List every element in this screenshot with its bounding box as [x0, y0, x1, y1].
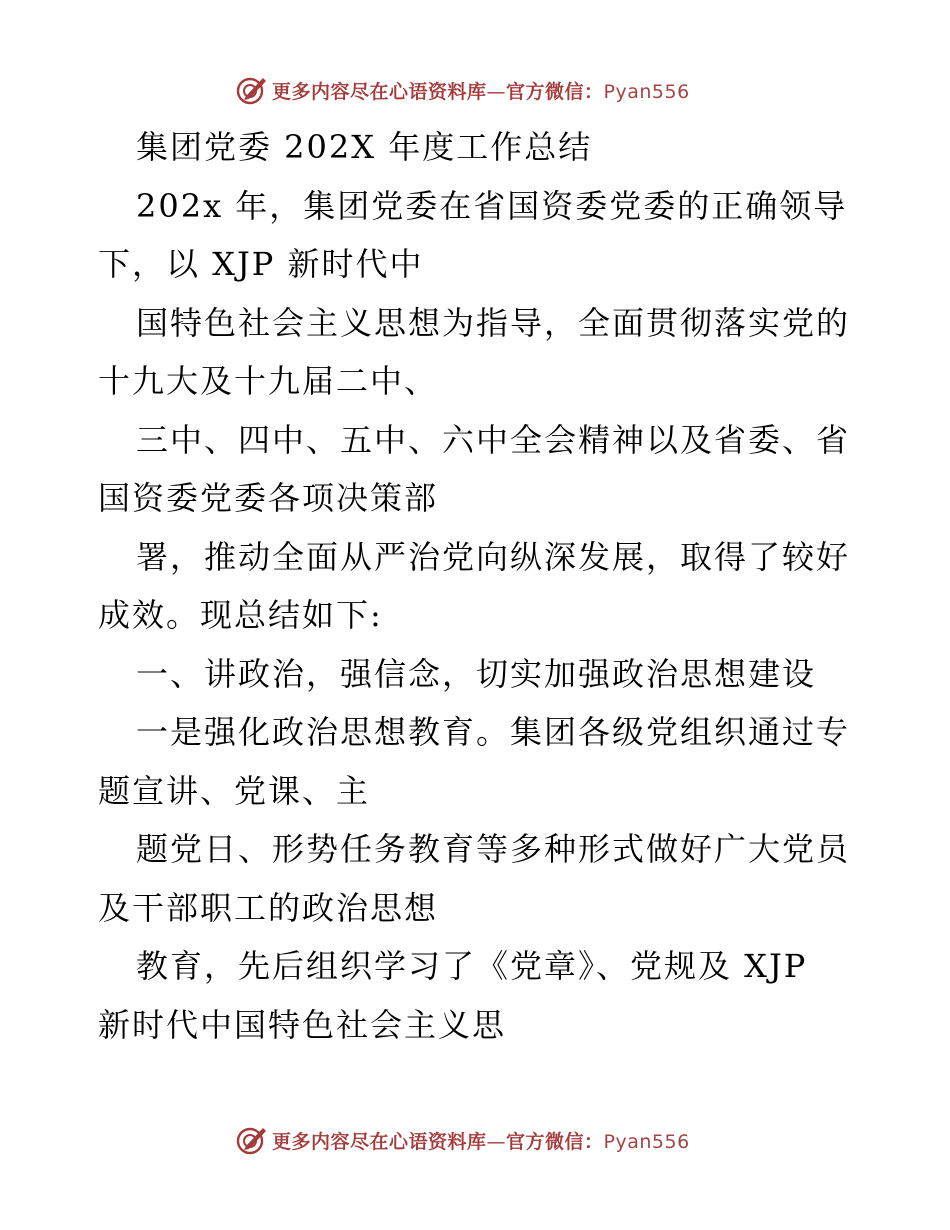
- watermark-main-text: 更多内容尽在心语资料库: [272, 80, 487, 103]
- watermark-main-text: 更多内容尽在心语资料库: [272, 1130, 487, 1153]
- watermark-wechat-id: Pyan556: [603, 80, 690, 103]
- paragraph-line: 国资委党委各项决策部: [98, 479, 439, 517]
- watermark-text: [272, 1127, 690, 1154]
- paragraph-line: 国特色社会主义思想为指导，全面贯彻落实党的: [136, 304, 851, 342]
- paragraph-line: 题宣讲、党课、主: [98, 772, 371, 810]
- paragraph-line: 成效。现总结如下:: [98, 596, 383, 634]
- paragraph-line: 及干部职工的政治思想: [98, 889, 439, 927]
- paragraph-line: 教育，先后组织学习了《党章》、党规及 XJP: [136, 947, 808, 985]
- pen-logo-icon: [236, 1124, 268, 1156]
- section-heading: 一、讲政治，强信念，切实加强政治思想建设: [136, 655, 817, 693]
- paragraph-line: 一是强化政治思想教育。集团各级党组织通过专: [136, 713, 851, 751]
- paragraph-line: 202x 年，集团党委在省国资委党委的正确领导: [136, 187, 848, 225]
- watermark-dash: —: [486, 80, 507, 103]
- paragraph-line: 十九大及十九届二中、: [98, 362, 439, 400]
- watermark-official-label: 官方微信：: [506, 1130, 604, 1153]
- paragraph-line: 三中、四中、五中、六中全会精神以及省委、省: [136, 421, 851, 459]
- watermark-footer: [236, 1123, 716, 1157]
- watermark-dash: —: [486, 1130, 507, 1153]
- paragraph-line: 题党日、形势任务教育等多种形式做好广大党员: [136, 830, 851, 868]
- paragraph-line: 下，以 XJP 新时代中: [98, 245, 424, 283]
- watermark-official-label: 官方微信：: [506, 80, 604, 103]
- document-title: 集团党委 202X 年度工作总结: [136, 128, 593, 166]
- paragraph-line: 新时代中国特色社会主义思: [98, 1006, 507, 1044]
- watermark-wechat-id: Pyan556: [603, 1130, 690, 1153]
- paragraph-line: 署，推动全面从严治党向纵深发展，取得了较好: [136, 538, 851, 576]
